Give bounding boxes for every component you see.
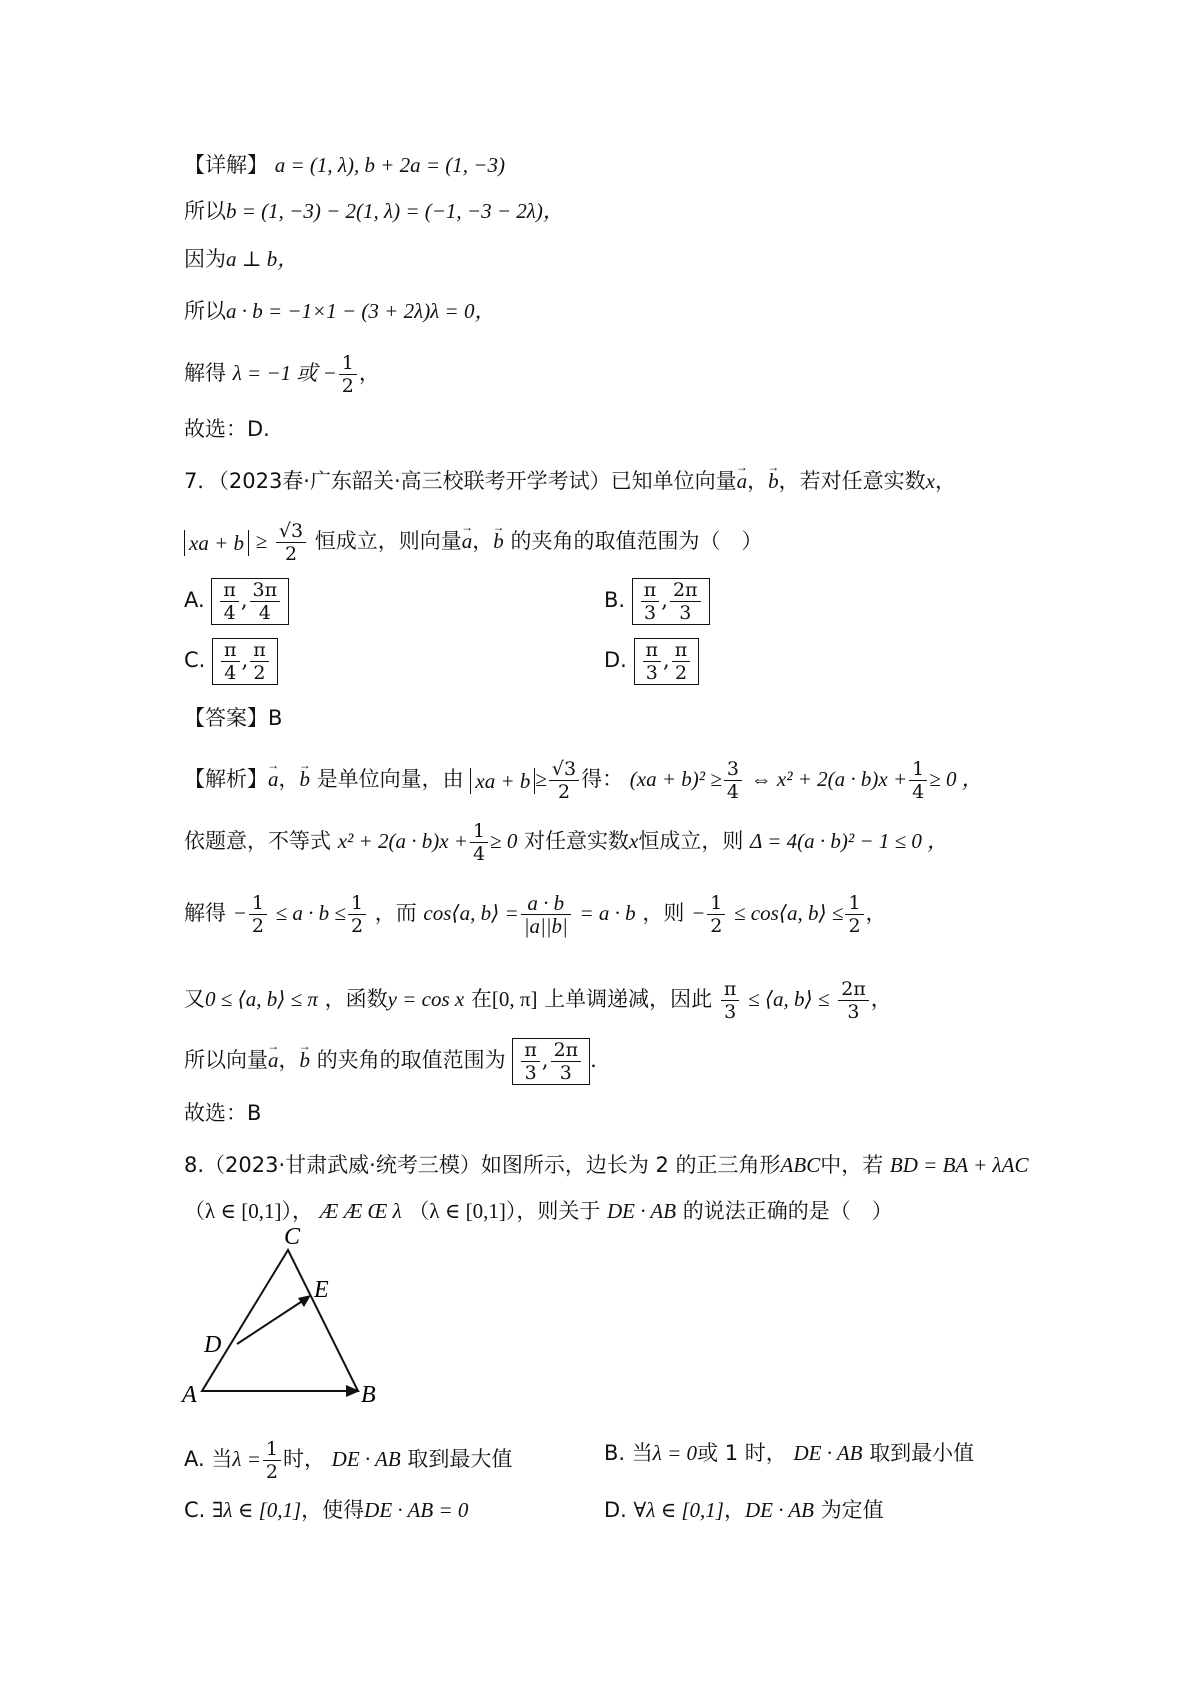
- detail-line-2: 所以b = (1, −3) − 2(1, λ) = (−1, −3 − 2λ)，: [184, 199, 564, 223]
- given-expression: a = (1, λ), b + 2a = (1, −3): [274, 153, 505, 177]
- q8-option-b[interactable]: B. 当λ = 0或 1 时， DE · AB 取到最小值: [604, 1441, 975, 1465]
- q8-option-a[interactable]: A. 当λ = $\frac{1}{2}$ 时， DE · AB 取到最大值: [184, 1438, 513, 1483]
- q7-answer: 【答案】B: [184, 706, 283, 730]
- q7-select: 故选：B: [184, 1101, 262, 1125]
- label-c: C: [284, 1228, 301, 1250]
- q7-option-a[interactable]: A. $\frac{\pi}{4}$ , $\frac{3\pi}{4}$: [184, 578, 289, 625]
- detail-line-3: 因为a ⊥ b，: [184, 247, 299, 271]
- label-a: A: [182, 1382, 197, 1408]
- arrow-head-ab: [346, 1385, 360, 1397]
- label-d: D: [204, 1332, 222, 1358]
- q8-stem: 8.（2023·甘肃武威·统考三模）如图所示，边长为 2 的正三角形ABC中，若 BD = BA + λAC: [184, 1153, 1029, 1177]
- triangle-abc: [202, 1250, 358, 1391]
- q7-analysis-2: 依题意，不等式 x² + 2(a · b)x + $\frac{1}{4}$ ≥ 0 对任意实数x恒成立，则 Δ = 4(a · b)² − 1 ≤ 0 ，: [184, 820, 949, 865]
- q7-analysis-3: 解得 − $\frac{1}{2}$ ≤ a · b ≤ $\frac{1}{2}$ ，而 cos⟨a, b⟩ = $\frac{a \cdot b}{|a||b|}$ = a · b ，则 − $\frac{1}{2}$ ≤ cos⟨a, b⟩ ≤ $\frac{1}{2}$ ，: [184, 891, 887, 938]
- q7-option-b[interactable]: B. $\frac{\pi}{3}$ , $\frac{2\pi}{3}$: [604, 578, 710, 625]
- q7-analysis-5: 所以向量→ a，→ b 的夹角的取值范围为 $\frac{\pi}{3}$ , $\frac{2\pi}{3}$ .: [184, 1038, 597, 1085]
- q8-stem-line-2: （λ ∈ [0,1]）， Æ Æ Œ λ （λ ∈ [0,1]），则关于 DE · AB 的说法正确的是（ ）: [184, 1199, 893, 1223]
- vector-de: [237, 1298, 307, 1344]
- sqrt3-over-2: $\frac{√3}{2}$: [276, 520, 306, 565]
- q8-option-c[interactable]: C. ∃λ ∈ [0,1]，使得DE · AB = 0: [184, 1498, 469, 1522]
- label-e: E: [314, 1277, 329, 1303]
- abs-expression: xa + b: [184, 530, 249, 556]
- detail-given-line: 【详解】 a = (1, λ), b + 2a = (1, −3): [184, 153, 505, 177]
- bd-expression: BD = BA + λAC: [889, 1153, 1029, 1177]
- fraction: $\frac{1}{2}$: [339, 352, 357, 397]
- triangle-figure: [180, 1228, 400, 1408]
- detail-line-4: 所以a · b = −1×1 − (3 + 2λ)λ = 0，: [184, 299, 496, 323]
- q7-option-c[interactable]: C. $\frac{\pi}{4}$ , $\frac{\pi}{2}$: [184, 638, 278, 685]
- arrow-head-de: [298, 1295, 311, 1307]
- q7-analysis-1: 【解析】→ a，→ b 是单位向量，由 xa + b ≥ $\frac{√3}{2}$ 得： (xa + b)² ≥ $\frac{3}{4}$ ⇔ x² + 2(a · b)x + $\frac{1}{4}$ ≥ 0 ，: [184, 758, 983, 803]
- q8-option-d[interactable]: D. ∀λ ∈ [0,1]，DE · AB 为定值: [604, 1498, 884, 1522]
- q7-option-d[interactable]: D. $\frac{\pi}{3}$ , $\frac{\pi}{2}$: [604, 638, 699, 685]
- detail-line-5: 解得 λ = −1 或 − $\frac{1}{2}$ ，: [184, 352, 380, 397]
- label-b: B: [361, 1382, 376, 1408]
- detail-select: 故选：D.: [184, 417, 270, 441]
- q7-stem-line-2: xa + b ≥ $\frac{√3}{2}$ 恒成立，则向量→ a，→ b 的夹角的取值范围为（ ）: [184, 520, 762, 565]
- q7-analysis-4: 又0 ≤ ⟨a, b⟩ ≤ π ，函数y = cos x 在[0, π] 上单调递减，因此 $\frac{\pi}{3}$ ≤ ⟨a, b⟩ ≤ $\frac{2\pi}{3}$ ，: [184, 978, 892, 1023]
- q7-stem: 7．（2023春·广东韶关·高三校联考开学考试）已知单位向量→ a，→ b，若对任意实数x，: [184, 466, 956, 496]
